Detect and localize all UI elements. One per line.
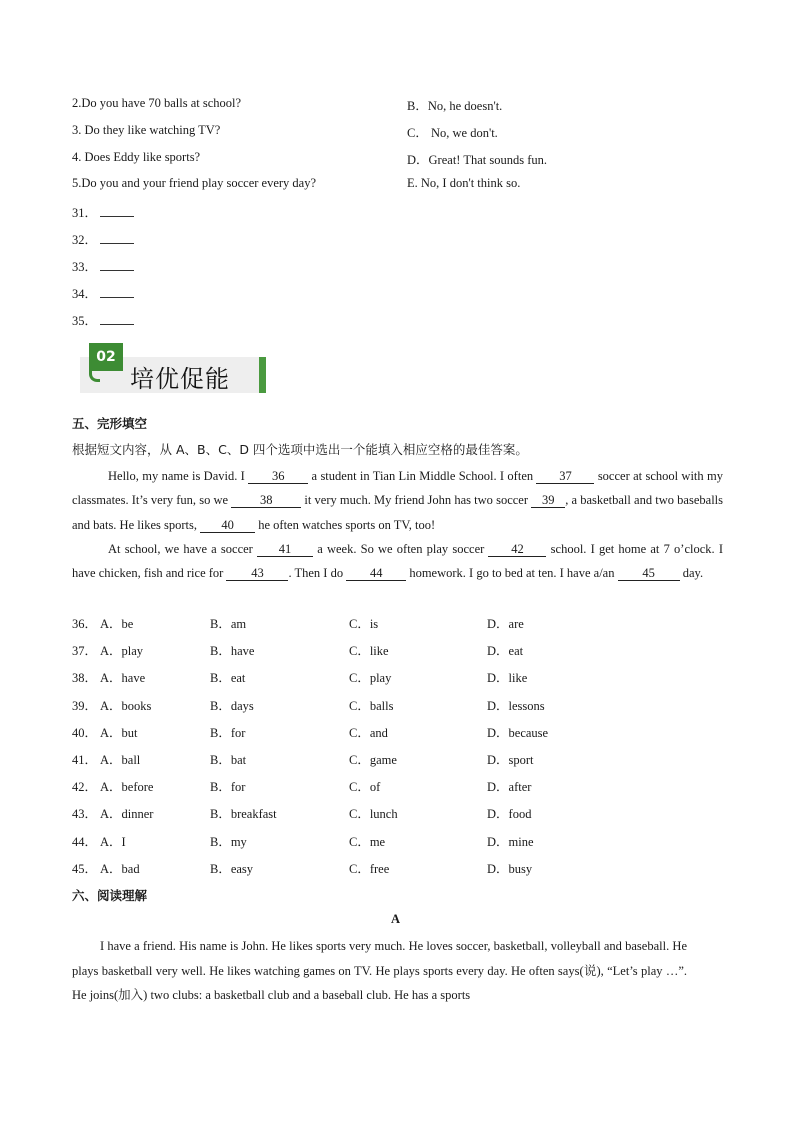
matching-question-5: 5.Do you and your friend play soccer every day? [72,176,317,190]
option-d[interactable]: D．food [487,807,532,822]
passage-label: A [391,912,401,926]
option-row-number: 45． [72,861,98,876]
blank-45[interactable]: 45 [618,566,680,581]
option-b[interactable]: B．my [210,834,247,849]
option-a[interactable]: A．bad [100,861,140,876]
text: soccer at school with my classmates. It’s very fun, so we [72,469,723,508]
option-d[interactable]: D．like [487,671,528,686]
matching-answer-e: E. No, I don't think so. [407,176,521,190]
option-a[interactable]: A．dinner [100,807,154,822]
answer-blank-35[interactable] [72,311,134,329]
option-b[interactable]: B．easy [210,861,254,876]
blank-41[interactable]: 41 [257,542,313,557]
option-a[interactable]: A．play [100,644,144,659]
option-a[interactable]: A．I [100,834,126,849]
option-c[interactable]: C．balls [349,698,394,713]
option-a[interactable]: A．ball [100,753,141,767]
option-row-number: 40． [72,725,98,740]
option-b[interactable]: B．eat [210,671,246,686]
cloze-section-title: 五、完形填空 [72,416,148,431]
blank-44[interactable]: 44 [346,566,406,581]
answer-blank-32[interactable] [72,230,134,248]
blank-number: 35． [72,314,98,328]
option-c[interactable]: C．play [349,671,392,686]
option-c[interactable]: C．game [349,753,397,767]
blank-38[interactable]: 38 [231,493,301,508]
option-b[interactable]: B．breakfast [210,807,277,822]
matching-question-4: 4. Does Eddy like sports? [72,150,201,164]
cloze-paragraph-2 [72,537,723,586]
blank-37[interactable]: 37 [536,469,594,484]
text: it very much. My friend John has two soccer [301,493,532,508]
matching-answer-c: C． No, we don't. [407,126,498,140]
option-row-number: 38． [72,671,98,686]
text: . Then I do [288,566,347,581]
option-row-number: 39． [72,698,98,713]
blank-line [100,233,134,244]
option-c[interactable]: C．free [349,861,390,876]
option-row-number: 37． [72,644,98,659]
option-row-number: 42． [72,780,98,795]
option-c[interactable]: C．lunch [349,807,398,822]
text: , a basketball and two baseballs and bats. He likes sports, [72,493,724,532]
option-b[interactable]: B．for [210,725,246,740]
option-c[interactable]: C．and [349,725,388,740]
option-d[interactable]: D．because [487,725,549,740]
reading-passage [72,934,687,1008]
matching-question-3: 3. Do they like watching TV? [72,123,221,137]
blank-42[interactable]: 42 [488,542,546,557]
option-a[interactable]: A．but [100,725,138,740]
matching-answer-d: D．Great! That sounds fun. [407,153,548,167]
blank-number: 31． [72,206,98,220]
option-c[interactable]: C．is [349,617,379,631]
blank-line [100,314,134,325]
option-d[interactable]: D．busy [487,861,533,876]
option-a[interactable]: A．have [100,671,146,686]
blank-line [100,287,134,298]
option-d[interactable]: D．mine [487,834,534,849]
option-c[interactable]: C．like [349,644,389,659]
cloze-paragraph-1 [72,464,723,537]
option-row-number: 41． [72,753,98,767]
text: Hello, my name is David. I [108,469,249,483]
answer-blank-34[interactable] [72,284,134,302]
option-b[interactable]: B．days [210,698,254,713]
option-b[interactable]: B．bat [210,753,247,767]
option-a[interactable]: A．before [100,780,154,795]
matching-answer-b: B．No, he doesn't. [407,99,503,113]
badge-accent-bar [259,357,266,393]
badge-title: 培优促能 [130,365,230,393]
answer-blank-31[interactable] [72,203,134,221]
badge-number: 02 [89,343,123,371]
blank-number: 34． [72,287,98,301]
blank-39[interactable]: 39 [531,493,565,508]
option-a[interactable]: A．be [100,617,134,631]
option-b[interactable]: B．for [210,780,246,795]
text: a student in Tian Lin Middle School. I often [308,469,537,483]
option-c[interactable]: C．of [349,780,381,795]
blank-36[interactable]: 36 [248,469,308,484]
blank-line [100,260,134,271]
matching-question-2: 2.Do you have 70 balls at school? [72,96,242,110]
option-a[interactable]: A．books [100,698,152,713]
option-d[interactable]: D．are [487,617,524,631]
text: he often watches sports on TV, too! [255,517,436,532]
blank-40[interactable]: 40 [200,518,255,533]
cloze-instruction: 根据短文内容，从 A、B、C、D 四个选项中选出一个能填入相应空格的最佳答案。 [72,442,528,457]
text: homework. I go to bed at ten. I have a/an [406,566,618,581]
option-d[interactable]: D．after [487,780,532,795]
blank-number: 33． [72,260,98,274]
option-d[interactable]: D．eat [487,644,524,659]
option-b[interactable]: B．have [210,644,255,659]
answer-blank-33[interactable] [72,257,134,275]
option-d[interactable]: D．lessons [487,698,545,713]
text: At school, we have a soccer [108,542,258,556]
text: a week. So we often play soccer [313,542,489,556]
blank-43[interactable]: 43 [226,566,288,581]
blank-line [100,206,134,217]
option-b[interactable]: B．am [210,617,247,631]
option-row-number: 43． [72,807,98,822]
text: day. [679,566,704,581]
blank-number: 32． [72,233,98,247]
option-c[interactable]: C．me [349,834,386,849]
passage-text: I have a friend. His name is John. He likes sports very much. He loves soccer, basketball, volleyball and baseball. He plays basketball very well. He likes watching games on TV. He plays sports every day. He often says(说), “Let’s play …”. He joins(加入) two clubs: a basketball club and a baseball club. He has a sports [72,939,687,1002]
option-row-number: 44． [72,834,98,849]
text: school. I get home at 7 o’clock. I have chicken, fish and rice for [72,542,723,581]
reading-section-title: 六、阅读理解 [72,888,148,903]
section-badge [80,343,268,395]
option-d[interactable]: D．sport [487,753,534,767]
option-row-number: 36． [72,617,98,631]
